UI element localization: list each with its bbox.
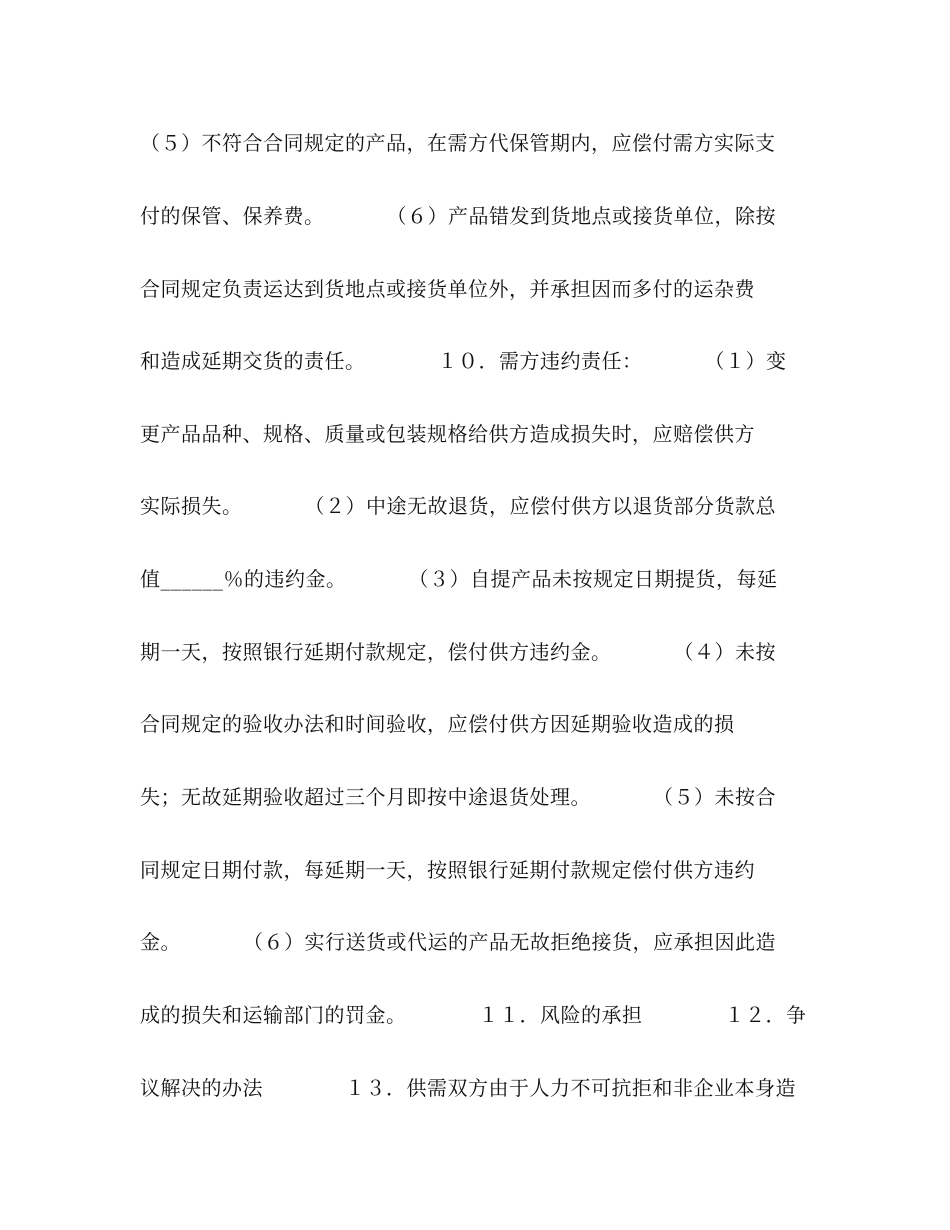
text-line: 值______％的违约金。 （３）自提产品未按规定日期提货，每延 bbox=[140, 567, 778, 591]
text-line: （５）不符合合同规定的产品，在需方代保管期内，应偿付需方实际支 bbox=[140, 131, 776, 155]
text-line: 期一天，按照银行延期付款规定，偿付供方违约金。 （４）未按 bbox=[140, 640, 776, 664]
text-line: 失；无故延期验收超过三个月即按中途退货处理。 （５）未按合 bbox=[140, 785, 776, 809]
text-line: 更产品品种、规格、质量或包装规格给供方造成损失时，应赔偿供方 bbox=[140, 422, 755, 446]
text-line: 合同规定负责运达到货地点或接货单位外，并承担因而多付的运杂费 bbox=[140, 277, 755, 301]
text-line: 同规定日期付款，每延期一天，按照银行延期付款规定偿付供方违约 bbox=[140, 858, 755, 882]
text-line: 合同规定的验收办法和时间验收，应偿付供方因延期验收造成的损 bbox=[140, 712, 735, 736]
text-line: 和造成延期交货的责任。 １０．需方违约责任： （１）变 bbox=[140, 349, 787, 373]
text-line: 付的保管、保养费。 （６）产品错发到货地点或接货单位，除按 bbox=[140, 204, 776, 228]
text-line: 成的损失和运输部门的罚金。 １１．风险的承担 １２．争 bbox=[140, 1003, 807, 1027]
text-line: 实际损失。 （２）中途无故退货，应偿付供方以退货部分货款总 bbox=[140, 494, 776, 518]
text-line: 议解决的办法 １３．供需双方由于人力不可抗拒和非企业本身造 bbox=[140, 1076, 796, 1100]
text-line: 金。 （６）实行送货或代运的产品无故拒绝接货，应承担因此造 bbox=[140, 930, 776, 954]
